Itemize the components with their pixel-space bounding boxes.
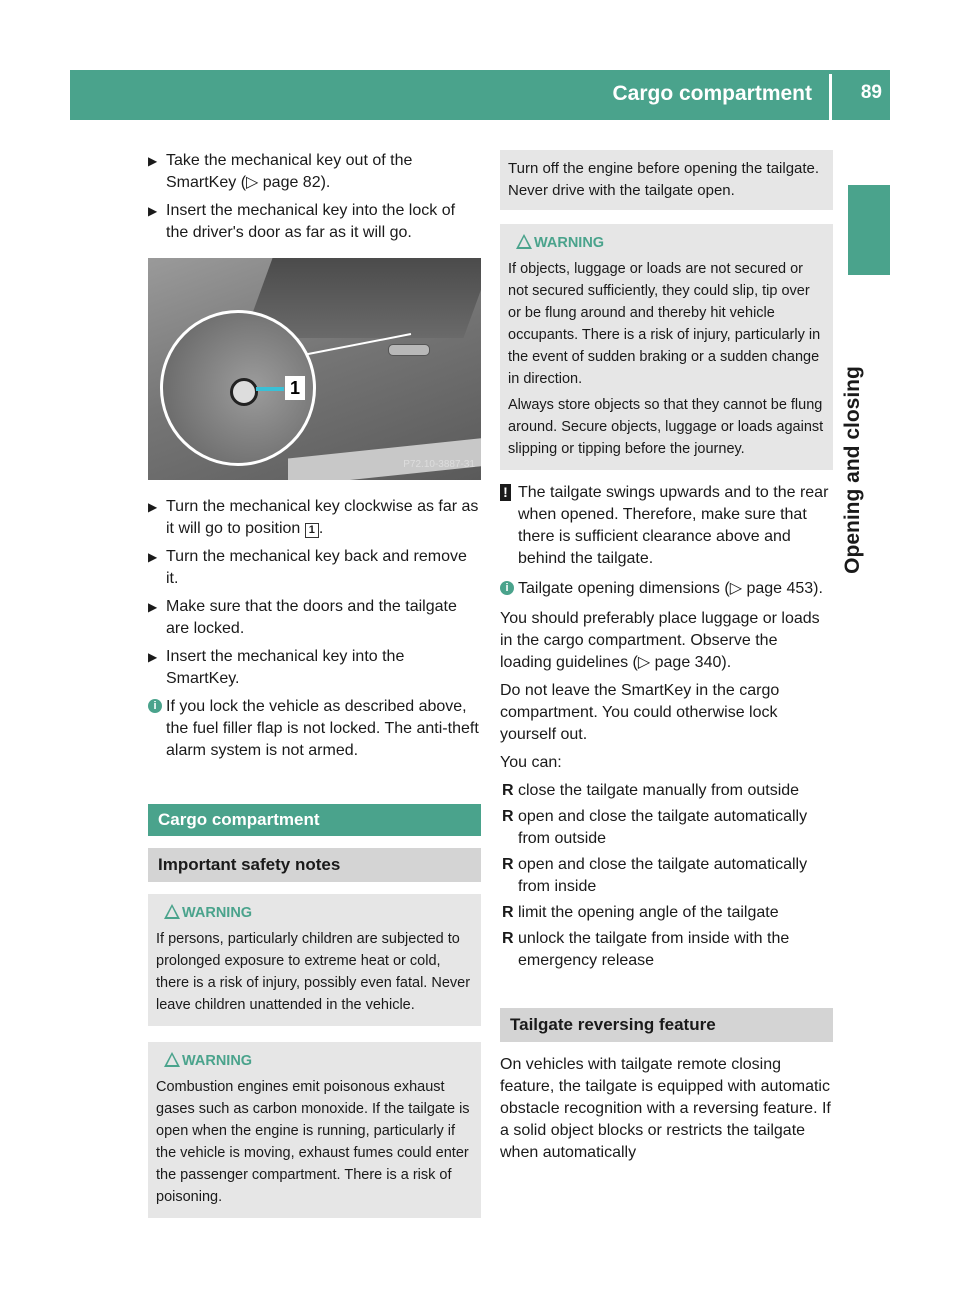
notice-box: Turn off the engine before opening the tailgate. Never drive with the tailgate open. [500, 150, 833, 210]
bullet-icon: R [502, 782, 514, 799]
arrow-icon: ▶ [148, 600, 158, 614]
side-tab-label: Opening and closing [841, 366, 864, 574]
warning-title: WARNING [534, 235, 605, 251]
arrow-icon: ▶ [148, 500, 158, 514]
arrow-icon: ▶ [148, 650, 158, 664]
list-item: R open and close the tailgate automatically from outside [502, 808, 808, 847]
instruction-step: ▶ Make sure that the doors and the tailgate are locked. [148, 598, 457, 637]
paragraph: You can: [500, 754, 562, 771]
instruction-step: ▶ Turn the mechanical key back and remove it. [148, 548, 467, 587]
door-lock-photo [148, 258, 481, 480]
bullet-icon: R [502, 808, 514, 825]
page-number: 89 [860, 82, 882, 103]
bullet-icon: R [502, 904, 514, 921]
list-item: R close the tailgate manually from outside [500, 780, 833, 802]
paragraph: You should preferably place luggage or loads in the cargo compartment. Observe the loading guidelines (▷ page 340). [500, 610, 820, 671]
warning-title: WARNING [182, 905, 253, 921]
lock-cylinder-icon [230, 378, 258, 406]
list-item: R unlock the tailgate from inside with the emergency release [502, 930, 790, 969]
image-code: P72.10-3887-31 [403, 459, 475, 470]
arrow-icon: ▶ [148, 550, 158, 564]
subsection-title: Important safety notes [148, 848, 481, 882]
exclamation-icon: ! [500, 484, 511, 501]
list-item: R limit the opening angle of the tailgate [500, 902, 833, 924]
warning-icon [516, 234, 532, 249]
info-icon: i [148, 699, 162, 713]
warning-title: WARNING [182, 1053, 253, 1069]
caution-note: ! The tailgate swings upwards and to the rear when opened. Therefore, make sure that there is sufficient clearance above and behind the tailgate. [500, 482, 833, 570]
instruction-step: ▶ Insert the mechanical key into the SmartKey. [148, 648, 405, 687]
position-key: 1 [305, 523, 319, 538]
warning-text: If objects, luggage or loads are not secured or not secured sufficiently, they could slip, tip over or be flung around and thereby hit vehicle occupants. There is a risk of injury, particularly in the event of sudden braking or a sudden change in direction. [508, 261, 821, 387]
info-note: i Tailgate opening dimensions (▷ page 453). [500, 578, 833, 600]
door-handle [388, 344, 430, 356]
paragraph: Do not leave the SmartKey in the cargo compartment. You could otherwise lock yourself out. [500, 682, 780, 743]
instruction-step: ▶ Take the mechanical key out of the SmartKey (▷ page 82). [148, 152, 413, 191]
warning-box [500, 224, 833, 470]
callout-label: 1 [285, 376, 305, 400]
right-column [500, 150, 833, 1170]
arrow-icon: ▶ [148, 154, 158, 168]
instruction-step: ▶ Insert the mechanical key into the lock of the driver's door as far as it will go. [148, 202, 456, 241]
paragraph: On vehicles with tailgate remote closing feature, the tailgate is equipped with automatic obstacle recognition with a reversing feature. If a solid object blocks or restricts the tailgate when automatically [500, 1056, 831, 1161]
left-column [148, 150, 481, 1218]
info-icon: i [500, 581, 514, 595]
bullet-icon: R [502, 930, 514, 947]
bullet-icon: R [502, 856, 514, 873]
warning-icon [164, 904, 180, 919]
warning-box [148, 1042, 481, 1218]
section-title: Cargo compartment [148, 804, 481, 836]
key-icon [256, 387, 284, 391]
instruction-step: ▶ Turn the mechanical key clockwise as far as it will go to position 1 . [148, 498, 479, 537]
list-item: R open and close the tailgate automatically from inside [502, 856, 808, 895]
warning-box [148, 894, 481, 1026]
subsection-title: Tailgate reversing feature [500, 1008, 833, 1042]
warning-text: Always store objects so that they cannot be flung around. Secure objects, luggage or loads against slipping or tipping before the journey. [508, 397, 824, 457]
warning-text: Combustion engines emit poisonous exhaust gases such as carbon monoxide. If the tailgate is open when the engine is running, particularly if the vehicle is moving, exhaust fumes could enter the passenger compartment. There is a risk of poisoning. [156, 1079, 470, 1205]
side-tab-marker [848, 185, 890, 275]
warning-icon [164, 1052, 180, 1067]
warning-text: If persons, particularly children are subjected to prolonged exposure to extreme heat or cold, there is a risk of injury, possibly even fatal. Never leave children unattended in the vehicle. [156, 931, 471, 1013]
info-note: i If you lock the vehicle as described above, the fuel filler flap is not locked. The anti-theft alarm system is not armed. [148, 696, 481, 762]
header-separator [829, 74, 832, 120]
header-title: Cargo compartment [612, 82, 812, 105]
page-header [70, 70, 890, 120]
arrow-icon: ▶ [148, 204, 158, 218]
